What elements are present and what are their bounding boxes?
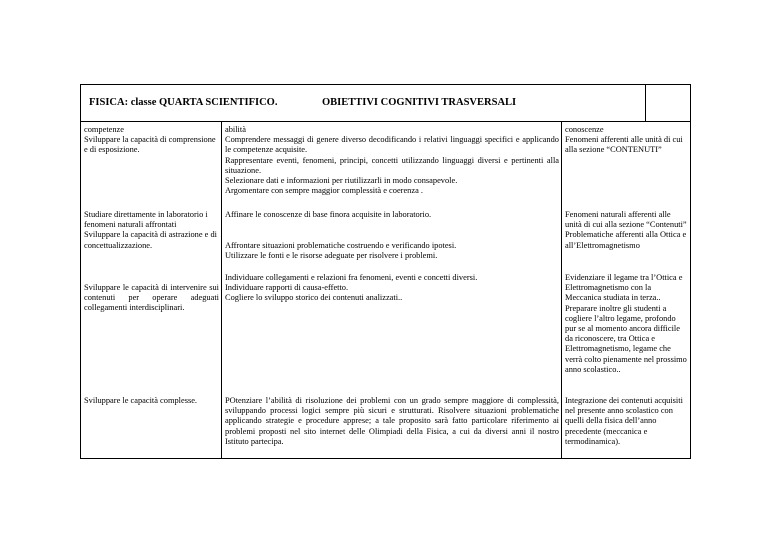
cell-competenze [84,125,219,156]
document-subtitle: OBIETTIVI COGNITIVI TRASVERSALI [322,97,517,108]
document-title: FISICA: classe QUARTA SCIENTIFICO. [89,97,278,108]
cell-text: Fenomeni afferenti alle unità di cui alla sezione “CONTENUTI” [565,135,683,155]
column-divider [221,121,222,458]
cell-text: Utilizzare le fonti e le risorse adeguate per risolvere i problemi. [225,251,438,261]
column-header-conoscenze: conoscenze [565,125,604,134]
cell-competenze [84,396,219,406]
cell-competenze [84,283,219,314]
cell-abilita [225,125,559,196]
cell-conoscenze [565,125,688,156]
cell-text: Cogliere lo sviluppo storico dei contenuti analizzati.. [225,293,403,303]
cell-text: Fenomeni naturali afferenti alle unità di cui alla sezione “Contenuti” [565,210,687,230]
cell-text: Individuare collegamenti e relazioni fra fenomeni, eventi e concetti diversi. [225,273,478,282]
column-divider [561,121,562,458]
cell-text: Argomentare con sempre maggior complessità e coerenza . [225,186,423,196]
cell-conoscenze [565,210,688,251]
cell-text: Individuare rapporti di causa-effetto. [225,283,349,293]
cell-conoscenze [565,273,688,375]
cell-abilita [225,396,559,447]
cell-text: Comprendere messaggi di genere diverso decodificando i relativi linguaggi specifici e applicando le competenze acquisite. [225,135,559,155]
cell-text: Sviluppare la capacità di comprensione e di esposizione. [84,135,216,155]
cell-text: Affinare le conoscenze di base finora acquisite in laboratorio. [225,210,432,219]
cell-text: Evidenziare il legame tra l’Ottica e Elettromagnetismo con la Meccanica studiata in terza.. [565,273,683,303]
column-header-abilita: abilità [225,125,246,134]
cell-conoscenze [565,396,688,447]
column-header-competenze: competenze [84,125,124,134]
cell-text: Selezionare dati e informazioni per riutilizzarli in modo consapevole. [225,176,458,186]
cell-text: Affrontare situazioni problematiche costruendo e verificando ipotesi. [225,241,457,250]
cell-abilita [225,241,559,261]
objectives-table [80,84,691,459]
cell-abilita [225,210,559,220]
cell-text: Integrazione dei contenuti acquisiti nel presente anno scolastico con quelli della fisica dell’anno precedente (meccanica e termodinamica). [565,396,683,446]
cell-text: Rappresentare eventi, fenomeni, principi, concetti utilizzando linguaggi diversi e pertinenti alla situazione. [225,155,559,175]
cell-text: Studiare direttamente in laboratorio i fenomeni naturali affrontati [84,210,208,230]
cell-text: Problematiche afferenti alla Ottica e all’Elettromagnetismo [565,230,687,250]
cell-competenze [84,210,219,251]
table-header-row [81,85,690,122]
cell-abilita [225,273,559,304]
cell-text: Sviluppare la capacità di astrazione e di concettualizzazione. [84,230,218,250]
cell-text: Sviluppare le capacità complesse. [84,396,198,405]
cell-text: Sviluppare le capacità di intervenire sui contenuti per operare adeguati collegamenti interdisciplinari. [84,283,219,313]
cell-text: POtenziare l’abilità di risoluzione dei problemi con un grado sempre maggiore di complessità, sviluppando processi logici sempre più sicuri e strutturati. Risolvere situazioni problematiche applicando strategie e procedure apprese; a tale proposito sarà fatto particolare riferimento ai problemi proposti nel sito internet delle Olimpiadi della Fisica, a cui da diversi anni il nostro Istituto partecipa. [225,396,559,446]
cell-text: Preparare inoltre gli studenti a cogliere l’altro legame, profondo pur se al momento ancora difficile da riconoscere, tra Ottica e Elettromagnetismo, legame che verrà colto pienamente nel prossimo anno scolastico.. [565,303,687,374]
header-divider [645,85,646,121]
